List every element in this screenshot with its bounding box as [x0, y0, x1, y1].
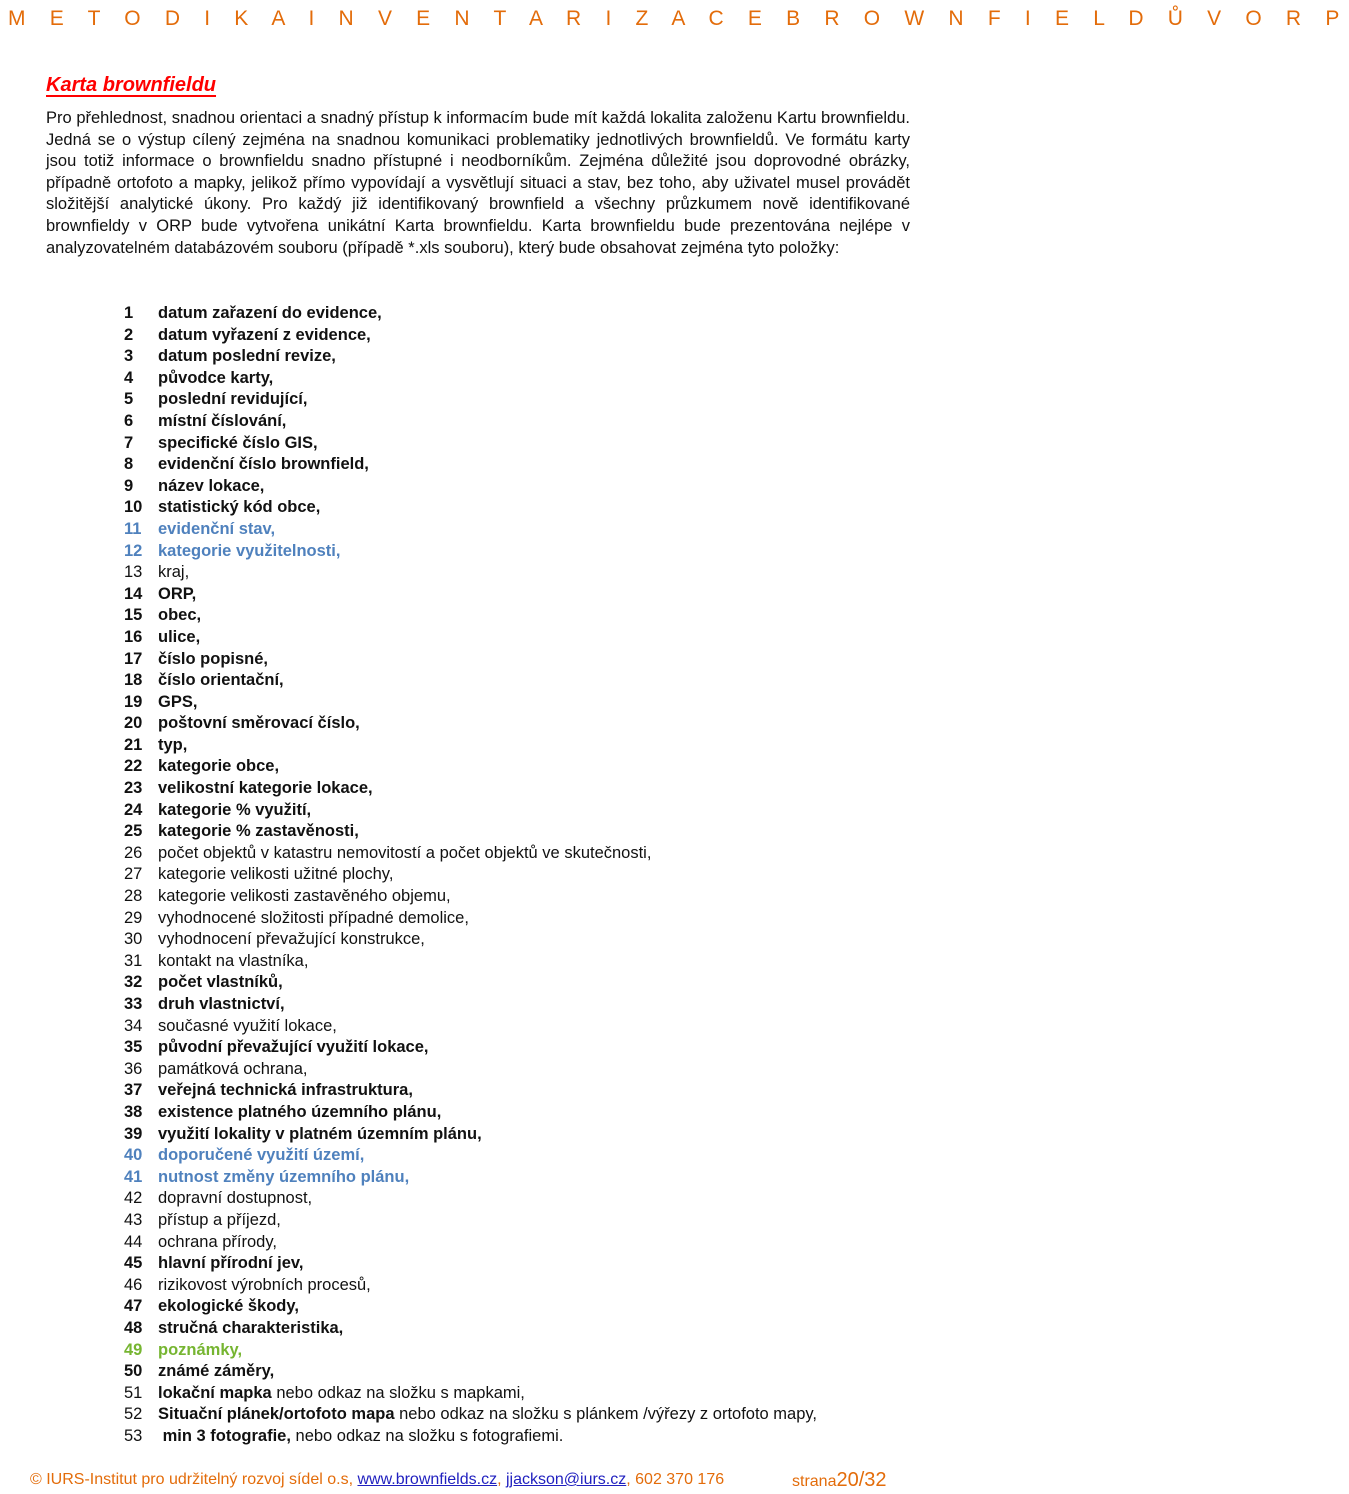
list-item-text: min 3 fotografie,	[158, 1426, 291, 1445]
list-item-number: 9	[124, 476, 134, 495]
list-item-number: 18	[124, 671, 143, 690]
list-item-number: 48	[124, 1318, 143, 1337]
list-item-text: evidenční stav,	[158, 519, 276, 538]
list-item-number: 15	[124, 606, 143, 625]
list-item-text: přístup a příjezd,	[158, 1210, 281, 1229]
page-current: 20	[836, 1469, 859, 1491]
list-item-note: nebo odkaz na složku s fotografiemi.	[290, 1426, 564, 1445]
list-item	[124, 1426, 817, 1448]
list-item-text: rizikovost výrobních procesů,	[158, 1275, 371, 1294]
list-item-number: 8	[124, 455, 134, 474]
list-item-text: kategorie obce,	[158, 757, 280, 776]
list-item-text: název lokace,	[158, 476, 265, 495]
list-item	[124, 368, 817, 390]
list-item-number: 29	[124, 908, 143, 927]
list-item	[124, 433, 817, 455]
list-item-text: kategorie využitelnosti,	[158, 541, 341, 560]
list-item	[124, 1318, 817, 1340]
list-item-number: 28	[124, 887, 143, 906]
list-item	[124, 627, 817, 649]
list-item-text: ekologické škody,	[158, 1297, 299, 1316]
list-item-text: poslední revidující,	[158, 390, 308, 409]
list-item-text: ORP,	[158, 584, 197, 603]
list-item	[124, 735, 817, 757]
list-item-text: stručná charakteristika,	[158, 1318, 344, 1337]
list-item	[124, 908, 817, 930]
list-item	[124, 346, 817, 368]
list-item-number: 4	[124, 368, 134, 387]
list-item-text: specifické číslo GIS,	[158, 433, 318, 452]
list-item-number: 49	[124, 1340, 143, 1359]
list-item-number: 50	[124, 1362, 143, 1381]
list-item-text: počet vlastníků,	[158, 973, 283, 992]
list-item-number: 51	[124, 1383, 143, 1402]
list-item-text: využití lokality v platném územním plánu,	[158, 1124, 482, 1143]
list-item-number: 46	[124, 1275, 143, 1294]
list-item-text: původní převažující využití lokace,	[158, 1038, 429, 1057]
list-item	[124, 843, 817, 865]
list-item-number: 41	[124, 1167, 143, 1186]
list-item-text: velikostní kategorie lokace,	[158, 779, 373, 798]
list-item	[124, 756, 817, 778]
list-item-text: památková ochrana,	[158, 1059, 308, 1078]
list-item-number: 37	[124, 1081, 143, 1100]
list-item-text: nutnost změny územního plánu,	[158, 1167, 410, 1186]
list-item	[124, 1210, 817, 1232]
list-item-number: 10	[124, 498, 143, 517]
list-item	[124, 1361, 817, 1383]
list-item-text: obec,	[158, 606, 202, 625]
list-item-number: 44	[124, 1232, 143, 1251]
list-item-number: 26	[124, 843, 143, 862]
list-item	[124, 778, 817, 800]
list-item-text: kategorie % zastavěnosti,	[158, 822, 359, 841]
list-item-text: číslo orientační,	[158, 671, 284, 690]
list-item	[124, 584, 817, 606]
list-item	[124, 303, 817, 325]
list-item-text: kraj,	[158, 563, 190, 582]
list-item-number: 5	[124, 390, 134, 409]
list-item-number: 45	[124, 1254, 143, 1273]
list-item	[124, 1145, 817, 1167]
list-item-number: 52	[124, 1405, 143, 1424]
list-item	[124, 1232, 817, 1254]
list-item-text: typ,	[158, 735, 188, 754]
list-item-text: původce karty,	[158, 368, 274, 387]
list-item	[124, 1016, 817, 1038]
list-item-text: počet objektů v katastru nemovitostí a počet objektů ve skutečnosti,	[158, 843, 652, 862]
list-item	[124, 1102, 817, 1124]
list-item-number: 30	[124, 930, 143, 949]
list-item-text: číslo popisné,	[158, 649, 269, 668]
list-item	[124, 1404, 817, 1426]
list-item-text: evidenční číslo brownfield,	[158, 455, 369, 474]
list-item	[124, 562, 817, 584]
list-item-number: 34	[124, 1016, 143, 1035]
list-item-text: poznámky,	[158, 1340, 243, 1359]
section-title: Karta brownfieldu	[46, 74, 217, 96]
list-item-text: Situační plánek/ortofoto mapa	[158, 1405, 395, 1424]
footer-phone: , 602 370 176	[626, 1471, 725, 1488]
list-item	[124, 649, 817, 671]
list-item-text: dopravní dostupnost,	[158, 1189, 313, 1208]
list-item-number: 17	[124, 649, 143, 668]
list-item	[124, 1124, 817, 1146]
list-item-text: místní číslování,	[158, 411, 287, 430]
list-item-number: 2	[124, 325, 134, 344]
list-item-text: ochrana přírody,	[158, 1232, 277, 1251]
page-number	[792, 1468, 887, 1494]
list-item	[124, 389, 817, 411]
list-item	[124, 713, 817, 735]
list-item	[124, 541, 817, 563]
list-item-text: druh vlastnictví,	[158, 995, 285, 1013]
list-item-text: kategorie velikosti zastavěného objemu,	[158, 887, 451, 906]
list-item	[124, 1253, 817, 1275]
list-item-text: doporučené využití území,	[158, 1146, 365, 1165]
page-label: strana	[792, 1473, 837, 1490]
list-item-text: vyhodnocení převažující konstrukce,	[158, 930, 425, 949]
list-item-number: 12	[124, 541, 143, 560]
list-item-number: 7	[124, 433, 134, 452]
list-item-text: známé záměry,	[158, 1362, 275, 1381]
footer-copyright: © IURS-Institut pro udržitelný rozvoj sídel o.s,	[30, 1471, 354, 1488]
list-item-number: 22	[124, 757, 143, 776]
list-item	[124, 1383, 817, 1405]
list-item	[124, 1059, 817, 1081]
list-item-number: 33	[124, 995, 143, 1013]
list-item-text: hlavní přírodní jev,	[158, 1254, 304, 1273]
list-item-text: statistický kód obce,	[158, 498, 321, 517]
list-item-number: 38	[124, 1102, 143, 1121]
list-item-number: 35	[124, 1038, 143, 1057]
list-item-text: poštovní směrovací číslo,	[158, 714, 360, 733]
list-item-number: 25	[124, 822, 143, 841]
list-item-text: lokační mapka	[158, 1383, 272, 1402]
list-item	[124, 670, 817, 692]
list-item-number: 6	[124, 411, 134, 430]
list-item	[124, 1167, 817, 1189]
list-item-number: 24	[124, 800, 143, 819]
list-item-note: nebo odkaz na složku s mapkami,	[271, 1383, 525, 1402]
list-item-number: 36	[124, 1059, 143, 1078]
list-item-number: 20	[124, 714, 143, 733]
list-item	[124, 1275, 817, 1297]
list-item-text: vyhodnocené složitosti případné demolice,	[158, 908, 469, 927]
list-item	[124, 497, 817, 519]
list-item-number: 1	[124, 304, 134, 322]
footer-separator: ,	[497, 1471, 506, 1488]
list-item-number: 53	[124, 1426, 143, 1445]
list-item-number: 31	[124, 951, 143, 970]
list-item-note: nebo odkaz na složku s plánkem /výřezy z ortofoto mapy,	[394, 1405, 818, 1424]
list-item-number: 43	[124, 1210, 143, 1229]
list-item	[124, 929, 817, 951]
intro-paragraph: Pro přehlednost, snadnou orientaci a snadný přístup k informacím bude mít každá lokalita založenu Kartu brownfieldu. Jedná se o výstup cílený zejména na snadnou komunikaci problematiky jednotlivých brownfieldů. Ve formátu karty jsou totiž informace o brownfieldu snadno přístupné i neodborníkům. Zejména důležité jsou doprovodné obrázky, případně ortofoto a mapky, jelikož přímo vypovídají a vysvětlují situaci a stav, bez toho, aby uživatel musel provádět složitější analytické úkony. Pro každý již identifikovaný brownfield a všechny průzkumem nově identifikované brownfieldy v ORP bude vytvořena unikátní Karta brownfieldu. Karta brownfieldu bude prezentována nejlépe v analyzovatelném databázovém souboru (případě *.xls souboru), který bude obsahovat zejména tyto položky:	[46, 109, 910, 257]
list-item-text: datum poslední revize,	[158, 347, 336, 366]
list-item	[124, 1340, 817, 1362]
list-item-text: kontakt na vlastníka,	[158, 951, 309, 970]
list-item-text: GPS,	[158, 692, 198, 711]
document-header: M E T O D I K A I N V E N T A R I Z A C E B R O W N F I E L D Ů V O R P	[8, 7, 1349, 30]
list-item-number: 47	[124, 1297, 143, 1316]
list-item-number: 23	[124, 779, 143, 798]
list-item	[124, 411, 817, 433]
list-item-number: 32	[124, 973, 143, 992]
list-item-text: kategorie velikosti užitné plochy,	[158, 865, 394, 884]
list-item-text: datum vyřazení z evidence,	[158, 325, 371, 344]
list-item	[124, 972, 817, 994]
list-item	[124, 692, 817, 714]
list-item	[124, 864, 817, 886]
list-item-text: veřejná technická infrastruktura,	[158, 1081, 413, 1100]
list-item	[124, 476, 817, 498]
list-item-number: 19	[124, 692, 143, 711]
list-item	[124, 1037, 817, 1059]
list-item-number: 40	[124, 1146, 143, 1165]
list-item	[124, 519, 817, 541]
list-item-text: kategorie % využití,	[158, 800, 312, 819]
list-item-number: 42	[124, 1189, 143, 1208]
list-item	[124, 800, 817, 822]
footer-email-link[interactable]: jjackson@iurs.cz	[505, 1471, 627, 1488]
list-item-text: ulice,	[158, 627, 201, 646]
list-item-number: 11	[124, 519, 142, 538]
list-item-number: 21	[124, 735, 143, 754]
list-item	[124, 1188, 817, 1210]
list-item-text: datum zařazení do evidence,	[158, 304, 382, 322]
footer-web-link[interactable]: www.brownfields.cz	[357, 1471, 498, 1488]
list-item-text: současné využití lokace,	[158, 1016, 337, 1035]
list-item	[124, 1296, 817, 1318]
list-item-number: 3	[124, 347, 134, 366]
list-item	[124, 605, 817, 627]
list-item	[124, 994, 817, 1016]
list-item-number: 16	[124, 627, 143, 646]
list-item-number: 13	[124, 563, 143, 582]
list-item-number: 27	[124, 865, 143, 884]
page-footer	[30, 1468, 930, 1492]
list-item	[124, 821, 817, 843]
list-item-number: 39	[124, 1124, 143, 1143]
list-item	[124, 951, 817, 973]
list-item	[124, 1080, 817, 1102]
list-item	[124, 886, 817, 908]
list-item	[124, 454, 817, 476]
field-list	[124, 303, 817, 1447]
list-item	[124, 325, 817, 347]
list-item-text: existence platného územního plánu,	[158, 1102, 442, 1121]
page-total: /32	[858, 1469, 887, 1491]
list-item-number: 14	[124, 584, 143, 603]
